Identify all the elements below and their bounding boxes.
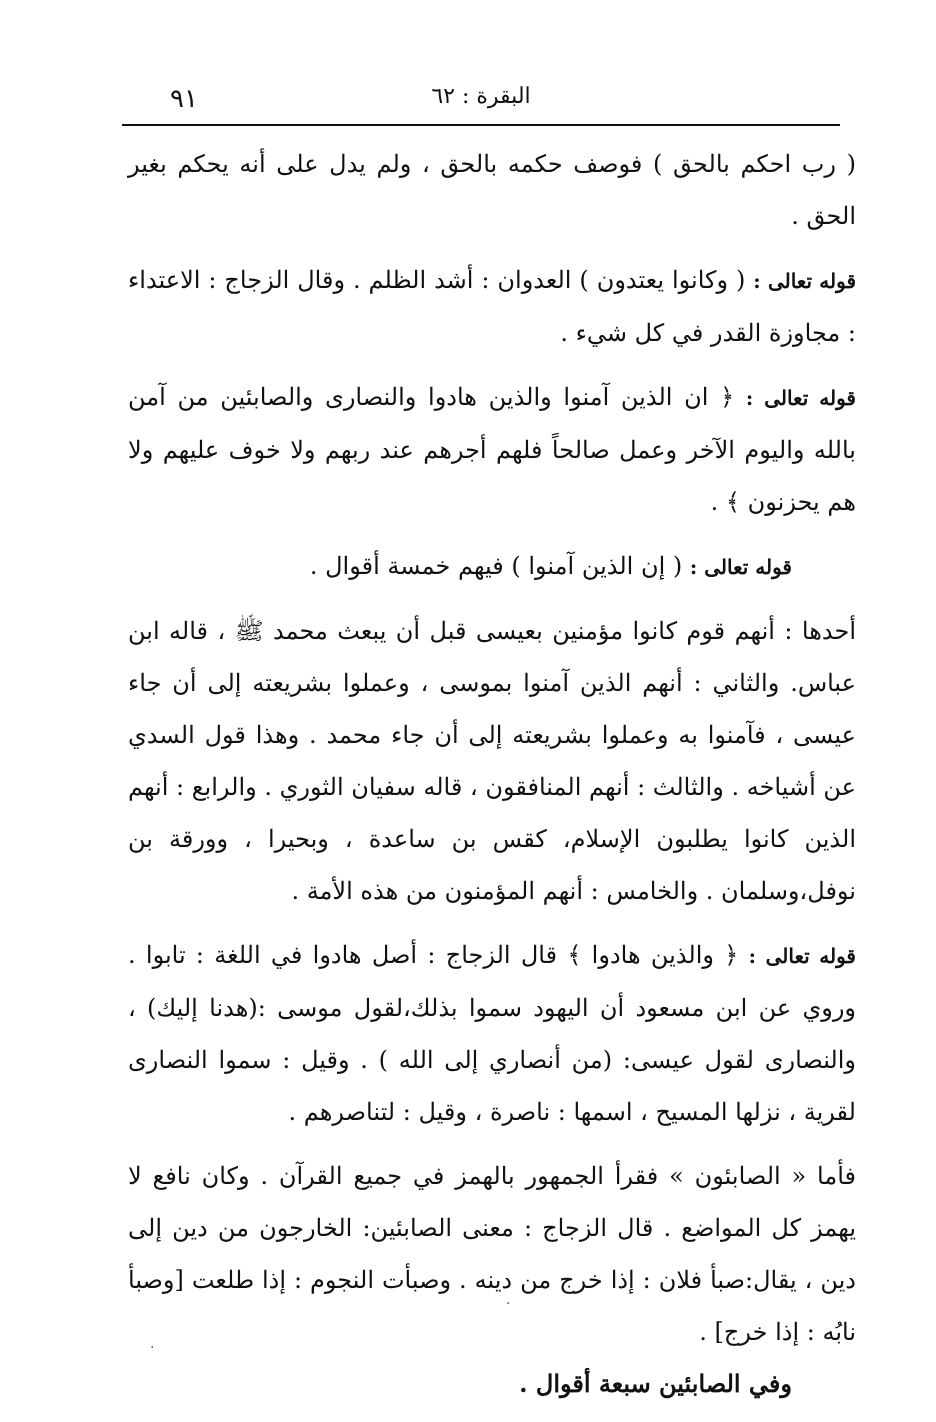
scan-dot: · [150,1340,155,1356]
verse-label: قوله تعالى : [753,269,857,293]
scan-dot: · [506,1296,511,1312]
paragraph-text: ( وكانوا يعتدون ) العدوان : أشد الظلم . وقال الزجاج : الاعتداء : مجاوزة القدر في كل شيء . [128,266,856,347]
paragraph [128,254,856,359]
main-text [128,138,856,1422]
verse-label: قوله تعالى : [745,386,856,410]
paragraph [128,1150,856,1358]
paragraph-text: ﴿ والذين هادوا ﴾ قال الزجاج : أصل هادوا في اللغة : تابوا . وروي عن ابن مسعود أن اليهود سموا بذلك،لقول موسى :(هدنا إليك) ، والنصارى لقول عيسى: (من أنصاري إلى الله ) . وقيل : سموا النصارى لقرية ، نزلها المسيح ، اسمها : ناصرة ، وقيل : لتناصرهم . [128,941,856,1126]
paragraph [128,605,856,917]
paragraph-text: ﴿ ان الذين آمنوا والذين هادوا والنصارى والصابئين من آمن بالله واليوم الآخر وعمل صالحاً فلهم أجرهم عند ربهم ولا خوف عليهم ولا هم يحزنون ﴾ . [128,383,856,516]
paragraph [128,371,856,528]
paragraph-text: فأما « الصابئون » فقرأ الجمهور بالهمز في جميع القرآن . وكان نافع لا يهمز كل المواضع . قال الزجاج : معنى الصابئين: الخارجون من دين إلى دين ، يقال:صبأ فلان : إذا خرج من دينه . وصبأت النجوم : إذا طلعت [وصبأ نابُه : إذا خرج] . [128,1162,856,1346]
paragraph [128,1358,856,1410]
page-header [122,84,840,122]
header-rule [122,124,840,126]
paragraph [128,138,856,242]
paragraph-text: ( إن الذين آمنوا ) فيهم خمسة أقوال . [309,552,683,580]
verse-label: قوله تعالى : [689,555,792,579]
page-number: ٩١ [170,84,198,114]
paragraph-text: أحدها : أنهم قوم كانوا مؤمنين بعيسى قبل أن يبعث محمد ﷺ ، قاله ابن عباس. والثاني : أنهم الذين آمنوا بموسى ، وعملوا بشريعته إلى أن جاء عيسى ، فآمنوا به وعملوا بشريعته إلى أن جاء محمد . وهذا قول السدي عن أشياخه . والثالث : أنهم المنافقون ، قاله سفيان الثوري . والرابع : أنهم الذين كانوا يطلبون الإسلام، كقس بن ساعدة ، وبحيرا ، وورقة بن نوفل،وسلمان . والخامس : أنهم المؤمنون من هذه الأمة . [128,617,856,905]
verse-label: قوله تعالى : [748,944,856,968]
paragraph-text: وفي الصابئين سبعة أقوال . [519,1369,792,1398]
paragraph [128,540,856,593]
running-head: البقرة : ٦٢ [431,84,531,109]
paragraph-text: ( رب احكم بالحق ) فوصف حكمه بالحق ، ولم يدل على أنه يحكم بغير الحق . [128,150,856,230]
paragraph [128,929,856,1138]
